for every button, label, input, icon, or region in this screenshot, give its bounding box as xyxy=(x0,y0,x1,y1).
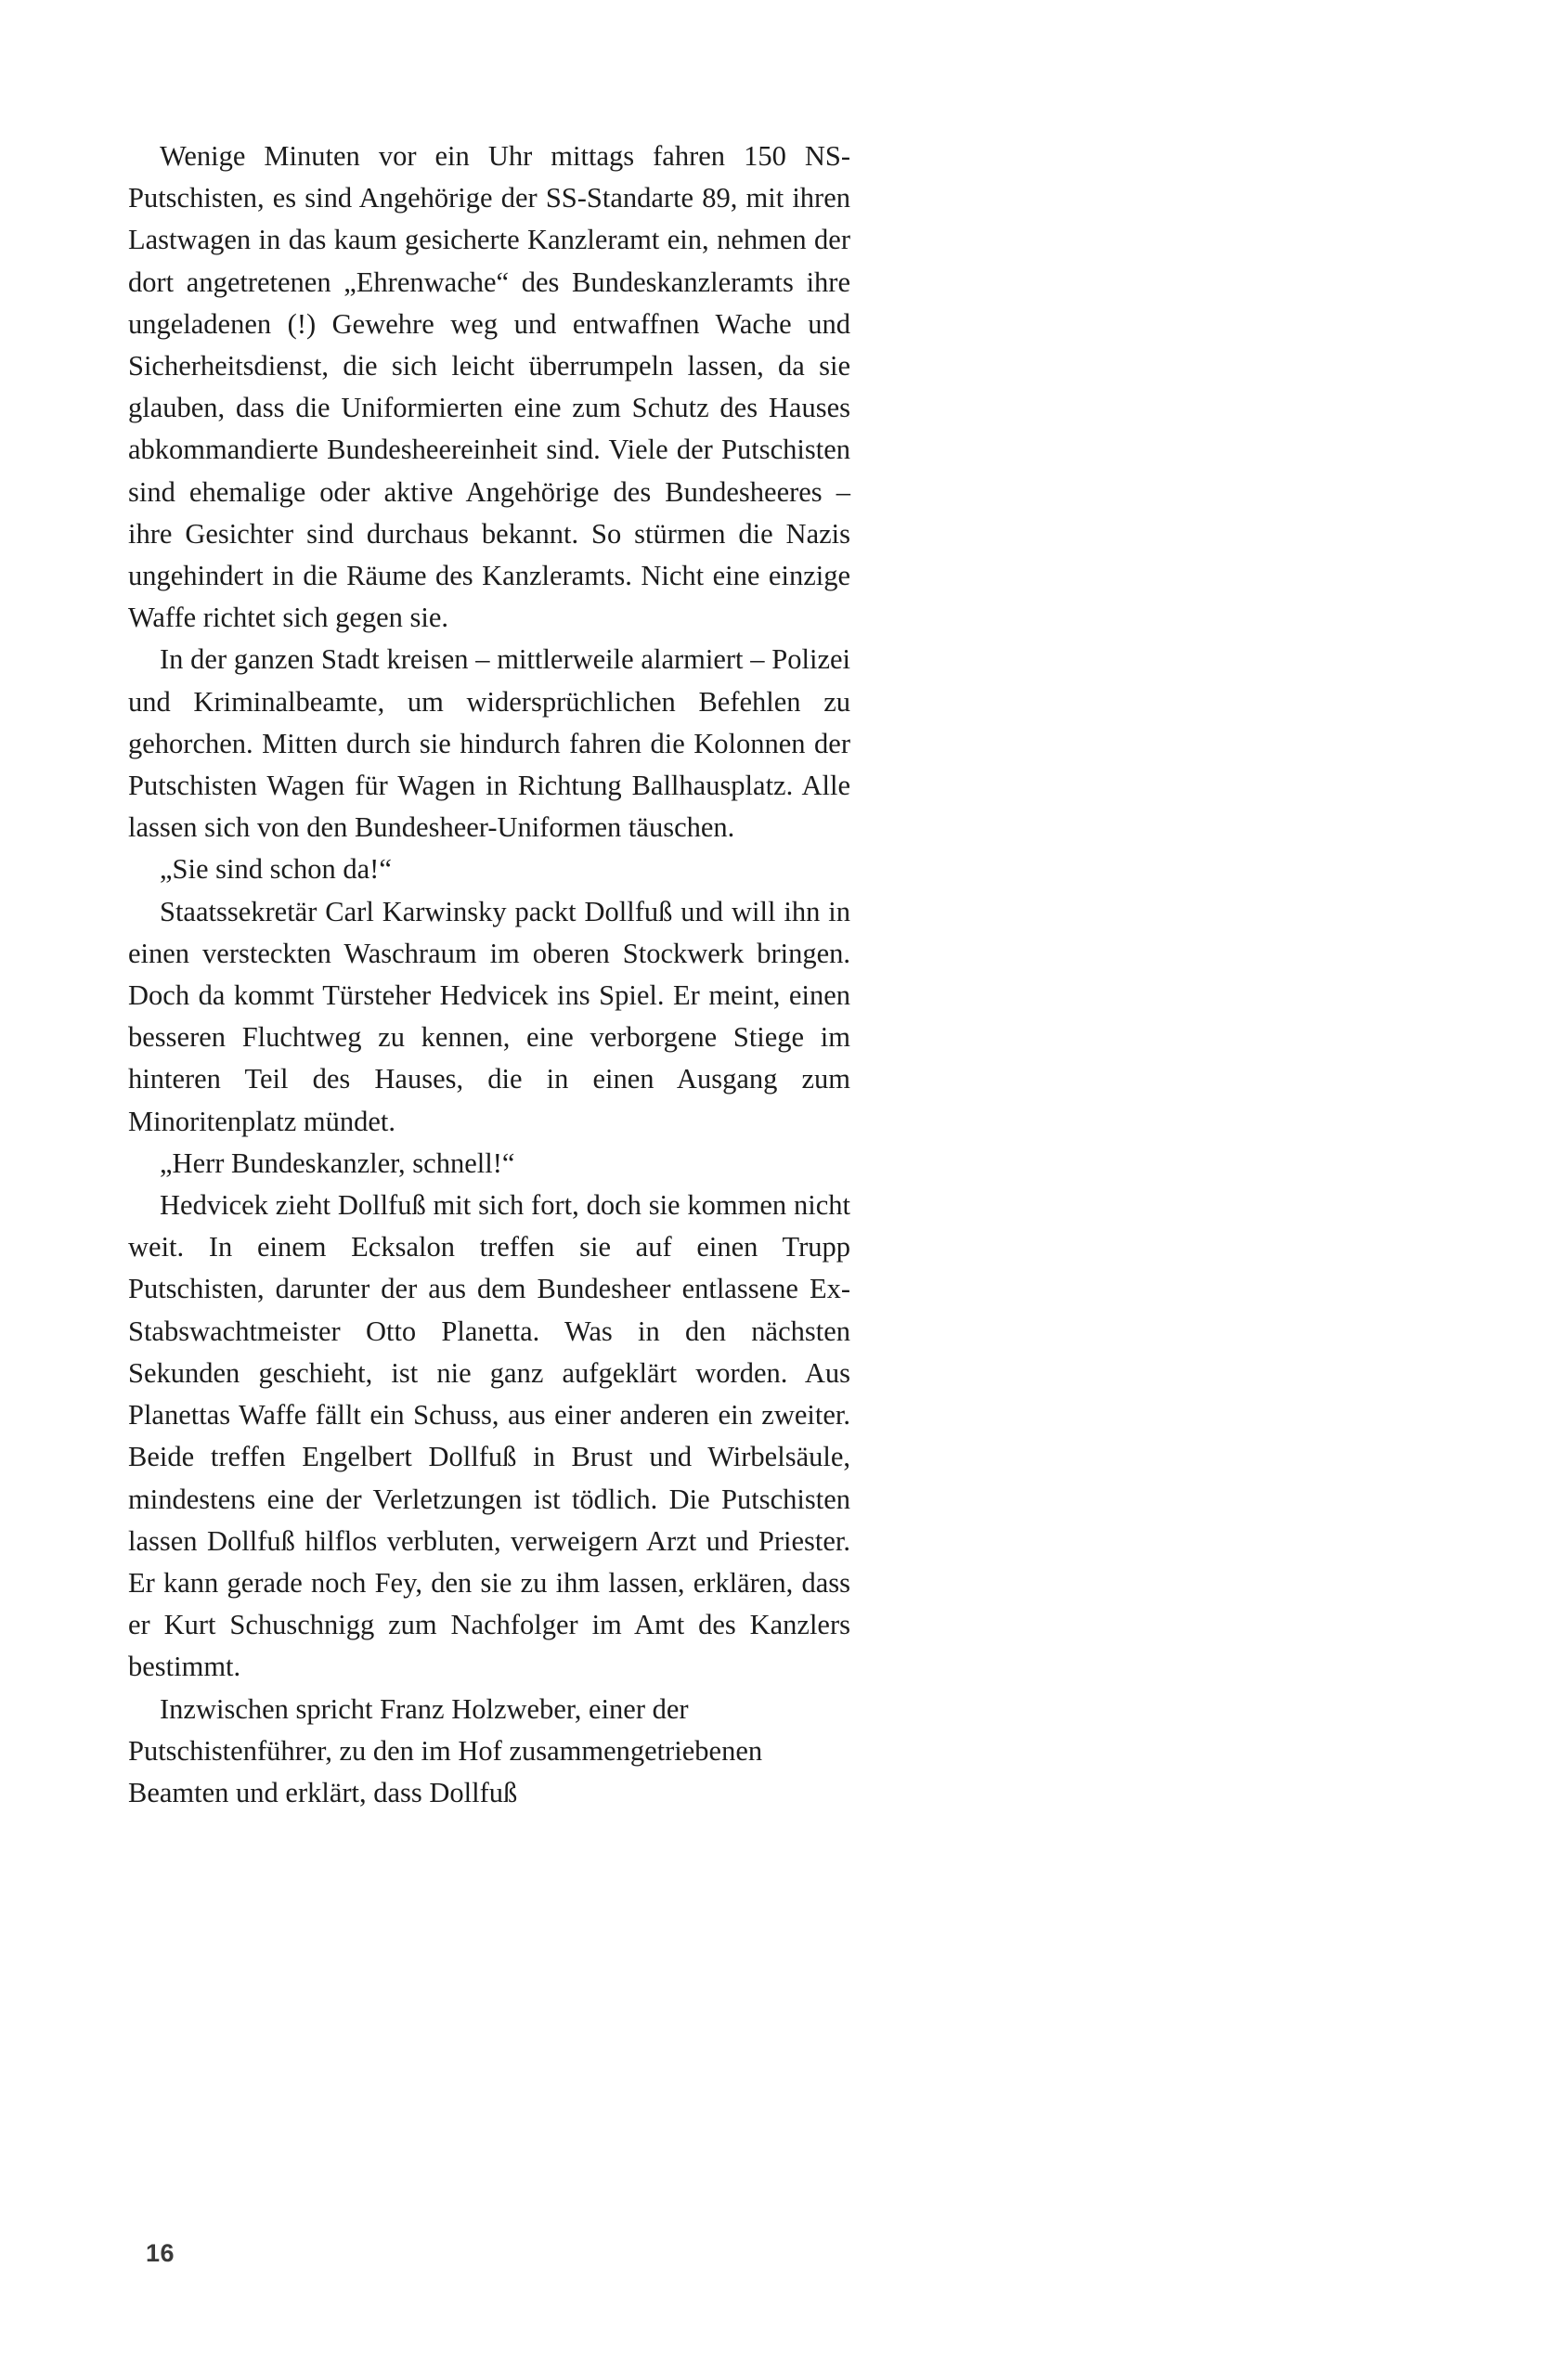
page-number: 16 xyxy=(146,2239,175,2267)
paragraph-dialogue: „Herr Bundeskanzler, schnell!“ xyxy=(160,1147,515,1179)
paragraph-dialogue: „Sie sind schon da!“ xyxy=(160,853,392,886)
paragraph: Staatssekretär Carl Karwinsky packt Dollfuß und will ihn in einen versteckten Waschraum im oberen Stockwerk bringen. Doch da kommt Türsteher Hedvicek ins Spiel. Er meint, einen besseren Fluchtweg zu kennen, eine verborgene Stiege im hinteren Teil des Hauses, die in einen Ausgang zum Minoritenplatz mündet. xyxy=(128,895,850,1137)
paragraph: Inzwischen spricht Franz Holzweber, einer der Putschistenführer, zu den im Hof zusammengetriebenen Beamten und erklärt, dass Dollfuß xyxy=(128,1692,763,1808)
paragraph: In der ganzen Stadt kreisen – mittlerweile alarmiert – Polizei und Kriminalbeamte, um widersprüchlichen Befehlen zu gehorchen. Mitten durch sie hindurch fahren die Kolonnen der Putschisten Wagen für Wagen in Richtung Ballhausplatz. Alle lassen sich von den Bundesheer-Uniformen täuschen. xyxy=(128,643,850,844)
paragraph: Wenige Minuten vor ein Uhr mittags fahren 150 NS-Putschisten, es sind Angehörige der SS-Standarte 89, mit ihren Lastwagen in das kaum gesicherte Kanzleramt ein, nehmen der dort angetretenen „Ehrenwache“ des Bundeskanzleramts ihre ungeladenen (!) Gewehre weg und entwaffnen Wache und Sicherheitsdienst, die sich leicht überrumpeln lassen, da sie glauben, dass die Uniformierten eine zum Schutz des Hauses abkommandierte Bundesheereinheit sind. Viele der Putschisten sind ehemalige oder aktive Angehörige des Bundesheeres – ihre Gesichter sind durchaus bekannt. So stürmen die Nazis ungehindert in die Räume des Kanzleramts. Nicht eine einzige Waffe richtet sich gegen sie. xyxy=(128,140,850,634)
body-text-block xyxy=(128,136,850,1814)
paragraph: Hedvicek zieht Dollfuß mit sich fort, doch sie kommen nicht weit. In einem Ecksalon treffen sie auf einen Trupp Putschisten, darunter der aus dem Bundesheer entlassene Ex-Stabswachtmeister Otto Planetta. Was in den nächsten Sekunden geschieht, ist nie ganz aufgeklärt worden. Aus Planettas Waffe fällt ein Schuss, aus einer anderen ein zweiter. Beide treffen Engelbert Dollfuß in Brust und Wirbelsäule, mindestens eine der Verletzungen ist tödlich. Die Putschisten lassen Dollfuß hilflos verbluten, verweigern Arzt und Priester. Er kann gerade noch Fey, den sie zu ihm lassen, erklären, dass er Kurt Schuschnigg zum Nachfolger im Amt des Kanzlers bestimmt. xyxy=(128,1189,850,1683)
